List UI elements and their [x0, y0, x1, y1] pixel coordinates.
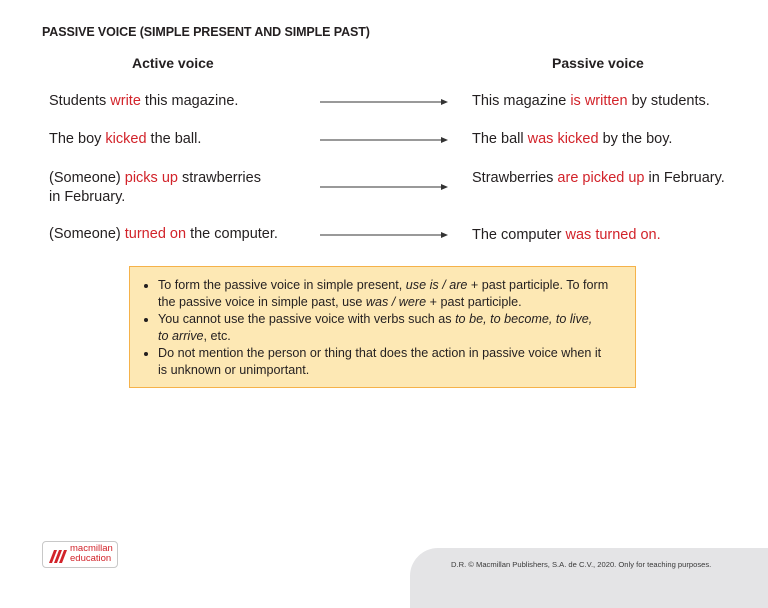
note-item: • Do not mention the person or thing that does the action in passive voice when it is unknown or unimportant. — [158, 345, 621, 379]
page-title: PASSIVE VOICE (SIMPLE PRESENT AND SIMPLE PAST) — [42, 25, 370, 39]
active-sentence-1: Students write this magazine. — [49, 93, 239, 109]
active-sentence-2: The boy kicked the ball. — [49, 131, 202, 147]
arrow-icon — [320, 182, 448, 192]
arrow-icon — [320, 97, 448, 107]
active-verb: kicked — [105, 131, 147, 147]
passive-sentence-1: This magazine is written by students. — [472, 93, 710, 109]
active-verb: write — [110, 93, 141, 109]
notes-list — [130, 267, 635, 379]
passive-verb: was turned on. — [565, 227, 661, 243]
passive-verb: is written — [570, 93, 628, 109]
arrow-icon — [320, 230, 448, 240]
passive-sentence-4: The computer was turned on. — [472, 227, 661, 243]
note-item: • To form the passive voice in simple present, use is / are + past participle. To form the passive voice in simple past, use was / were + past participle. — [158, 277, 621, 311]
active-sentence-3: (Someone) picks up strawberries in February. — [49, 170, 261, 205]
note-item: • You cannot use the passive voice with verbs such as to be, to become, to live, to arrive, etc. — [158, 311, 621, 345]
notes-box — [129, 266, 636, 388]
macmillan-logo-icon — [49, 548, 67, 563]
footer-band — [410, 548, 768, 608]
arrow-icon — [320, 135, 448, 145]
macmillan-logo — [42, 541, 118, 568]
passive-sentence-2: The ball was kicked by the boy. — [472, 131, 673, 147]
logo-text: macmillan education — [70, 543, 113, 564]
passive-verb: are picked up — [557, 170, 645, 186]
active-voice-heading: Active voice — [132, 55, 214, 71]
active-verb: turned on — [124, 226, 187, 242]
active-verb: picks up — [124, 170, 178, 186]
active-sentence-4: (Someone) turned on the computer. — [49, 226, 278, 242]
passive-sentence-3: Strawberries are picked up in February. — [472, 170, 725, 186]
passive-voice-heading: Passive voice — [552, 55, 644, 71]
passive-verb: was kicked — [527, 131, 599, 147]
footer-copyright: D.R. © Macmillan Publishers, S.A. de C.V., 2020. Only for teaching purposes. — [451, 560, 712, 569]
